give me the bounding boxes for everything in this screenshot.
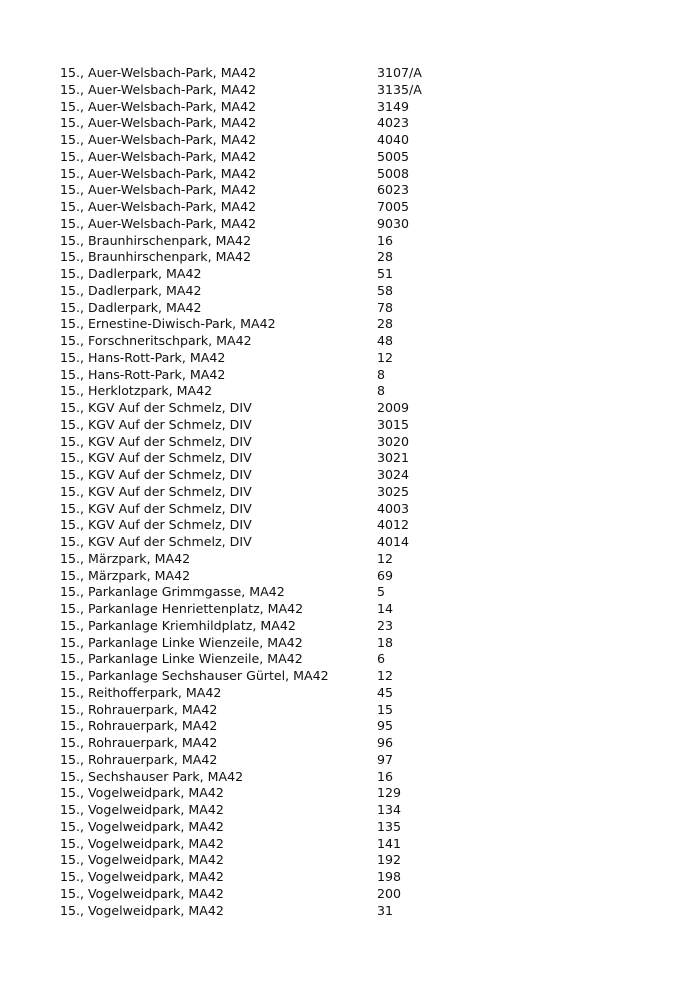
table-row: [60, 869, 660, 886]
table-row: [60, 702, 660, 719]
park-name-cell: 15., KGV Auf der Schmelz, DIV: [60, 467, 252, 482]
park-id-cell: 16: [377, 232, 394, 248]
park-id-cell: 3024: [377, 467, 410, 482]
park-name-cell: 15., Auer-Welsbach-Park, MA42: [60, 132, 257, 147]
park-name-cell: 15., Dadlerpark, MA42: [60, 299, 202, 315]
park-id-cell: 48: [377, 333, 394, 348]
park-id-cell: 9030: [377, 215, 410, 231]
table-row: [60, 450, 660, 467]
park-name-cell: 15., Braunhirschenpark, MA42: [60, 232, 252, 248]
table-row: [60, 99, 660, 116]
table-row: [60, 115, 660, 132]
table-row: [60, 668, 660, 685]
table-row: [60, 517, 660, 534]
table-row: [60, 400, 660, 417]
table-row: [60, 501, 660, 518]
park-name-cell: 15., Auer-Welsbach-Park, MA42: [60, 98, 257, 114]
park-name-cell: 15., Braunhirschenpark, MA42: [60, 249, 252, 265]
table-row: [60, 283, 660, 300]
park-name-cell: 15., Parkanlage Linke Wienzeile, MA42: [60, 634, 303, 650]
park-name-cell: 15., KGV Auf der Schmelz, DIV: [60, 433, 252, 449]
park-id-cell: 129: [377, 785, 402, 801]
park-name-cell: 15., Rohrauerpark, MA42: [60, 718, 218, 734]
table-row: [60, 417, 660, 434]
park-id-cell: 4012: [377, 517, 410, 533]
park-name-cell: 15., KGV Auf der Schmelz, DIV: [60, 483, 252, 499]
park-id-cell: 12: [377, 668, 394, 683]
table-row: [60, 802, 660, 819]
table-row: [60, 316, 660, 333]
park-name-cell: 15., Hans-Rott-Park, MA42: [60, 366, 226, 382]
park-id-cell: 14: [377, 601, 394, 616]
park-name-cell: 15., KGV Auf der Schmelz, DIV: [60, 517, 252, 533]
park-name-cell: 15., Rohrauerpark, MA42: [60, 701, 218, 717]
park-id-cell: 5008: [377, 165, 410, 181]
park-name-cell: 15., Märzpark, MA42: [60, 550, 191, 566]
park-name-cell: 15., Märzpark, MA42: [60, 567, 191, 583]
park-name-cell: 15., Ernestine-Diwisch-Park, MA42: [60, 316, 276, 332]
park-name-cell: 15., Vogelweidpark, MA42: [60, 869, 224, 884]
park-id-cell: 8: [377, 383, 386, 399]
park-name-cell: 15., Rohrauerpark, MA42: [60, 735, 218, 750]
park-id-cell: 8: [377, 366, 386, 382]
park-name-cell: 15., Auer-Welsbach-Park, MA42: [60, 65, 257, 80]
park-id-cell: 6: [377, 651, 386, 667]
park-name-cell: 15., Auer-Welsbach-Park, MA42: [60, 115, 257, 131]
park-name-cell: 15., Sechshauser Park, MA42: [60, 768, 244, 784]
table-row: [60, 484, 660, 501]
park-id-cell: 6023: [377, 182, 410, 198]
table-row: [60, 434, 660, 451]
park-id-cell: 3149: [377, 98, 410, 114]
park-id-cell: 4003: [377, 500, 410, 516]
table-row: [60, 233, 660, 250]
park-name-cell: 15., Vogelweidpark, MA42: [60, 885, 224, 901]
park-id-cell: 135: [377, 818, 402, 834]
table-row: [60, 82, 660, 99]
park-name-cell: 15., Parkanlage Linke Wienzeile, MA42: [60, 651, 303, 667]
park-name-cell: 15., Vogelweidpark, MA42: [60, 852, 224, 868]
table-row: [60, 350, 660, 367]
table-row: [60, 300, 660, 317]
table-row: [60, 584, 660, 601]
table-row: [60, 467, 660, 484]
table-row: [60, 182, 660, 199]
park-id-cell: 5005: [377, 148, 410, 164]
park-name-cell: 15., Auer-Welsbach-Park, MA42: [60, 182, 257, 198]
table-row: [60, 568, 660, 585]
table-row: [60, 685, 660, 702]
park-id-cell: 4040: [377, 132, 410, 147]
park-name-cell: 15., Vogelweidpark, MA42: [60, 818, 224, 834]
park-id-cell: 28: [377, 316, 394, 332]
park-id-cell: 4023: [377, 115, 410, 131]
park-id-cell: 141: [377, 835, 402, 851]
table-row: [60, 852, 660, 869]
table-row: [60, 618, 660, 635]
park-name-cell: 15., KGV Auf der Schmelz, DIV: [60, 450, 252, 466]
park-id-cell: 3020: [377, 433, 410, 449]
table-row: [60, 718, 660, 735]
park-name-cell: 15., Vogelweidpark, MA42: [60, 902, 224, 918]
park-id-cell: 2009: [377, 400, 410, 415]
table-row: [60, 601, 660, 618]
park-id-cell: 200: [377, 885, 402, 901]
table-row: [60, 886, 660, 903]
table-row: [60, 199, 660, 216]
table-row: [60, 149, 660, 166]
park-id-cell: 31: [377, 902, 394, 918]
park-name-cell: 15., Vogelweidpark, MA42: [60, 835, 224, 851]
table-row: [60, 216, 660, 233]
park-id-cell: 5: [377, 584, 386, 600]
table-row: [60, 551, 660, 568]
park-name-cell: 15., Auer-Welsbach-Park, MA42: [60, 199, 257, 214]
park-id-cell: 69: [377, 567, 394, 583]
park-name-cell: 15., Parkanlage Kriemhildplatz, MA42: [60, 617, 296, 633]
table-row: [60, 333, 660, 350]
table-row: [60, 819, 660, 836]
park-name-cell: 15., Forschneritschpark, MA42: [60, 333, 252, 348]
park-name-cell: 15., Dadlerpark, MA42: [60, 282, 202, 298]
park-name-cell: 15., Vogelweidpark, MA42: [60, 785, 224, 801]
park-id-cell: 12: [377, 349, 394, 365]
park-id-cell: 3135/A: [377, 81, 422, 97]
table-row: [60, 166, 660, 183]
park-id-cell: 3107/A: [377, 65, 422, 80]
park-name-cell: 15., Auer-Welsbach-Park, MA42: [60, 81, 257, 97]
park-name-cell: 15., KGV Auf der Schmelz, DIV: [60, 400, 252, 415]
park-id-cell: 4014: [377, 534, 410, 549]
park-name-cell: 15., KGV Auf der Schmelz, DIV: [60, 500, 252, 516]
table-row: [60, 836, 660, 853]
table-row: [60, 266, 660, 283]
table-row: [60, 635, 660, 652]
park-name-cell: 15., Auer-Welsbach-Park, MA42: [60, 215, 257, 231]
park-name-cell: 15., Reithofferpark, MA42: [60, 684, 222, 700]
park-id-cell: 58: [377, 282, 394, 298]
table-row: [60, 65, 660, 82]
table-row: [60, 752, 660, 769]
park-name-cell: 15., KGV Auf der Schmelz, DIV: [60, 534, 252, 549]
park-name-cell: 15., Auer-Welsbach-Park, MA42: [60, 165, 257, 181]
table-row: [60, 367, 660, 384]
table-row: [60, 903, 660, 920]
park-id-cell: 3015: [377, 416, 410, 432]
park-list: [60, 65, 660, 919]
park-id-cell: 3025: [377, 483, 410, 499]
park-name-cell: 15., Auer-Welsbach-Park, MA42: [60, 148, 257, 164]
park-id-cell: 45: [377, 684, 394, 700]
table-row: [60, 735, 660, 752]
table-row: [60, 383, 660, 400]
park-name-cell: 15., Herklotzpark, MA42: [60, 383, 213, 399]
park-name-cell: 15., Parkanlage Sechshauser Gürtel, MA42: [60, 668, 329, 683]
park-id-cell: 97: [377, 751, 394, 767]
park-id-cell: 12: [377, 550, 394, 566]
park-name-cell: 15., Vogelweidpark, MA42: [60, 802, 224, 817]
park-id-cell: 15: [377, 701, 394, 717]
park-name-cell: 15., Parkanlage Henriettenplatz, MA42: [60, 601, 304, 616]
park-id-cell: 23: [377, 617, 394, 633]
park-name-cell: 15., Parkanlage Grimmgasse, MA42: [60, 584, 285, 600]
park-id-cell: 28: [377, 249, 394, 265]
table-row: [60, 534, 660, 551]
park-id-cell: 134: [377, 802, 402, 817]
table-row: [60, 249, 660, 266]
park-name-cell: 15., KGV Auf der Schmelz, DIV: [60, 416, 252, 432]
park-name-cell: 15., Dadlerpark, MA42: [60, 266, 202, 281]
park-id-cell: 78: [377, 299, 394, 315]
park-id-cell: 16: [377, 768, 394, 784]
park-id-cell: 18: [377, 634, 394, 650]
park-id-cell: 7005: [377, 199, 410, 214]
table-row: [60, 785, 660, 802]
table-row: [60, 651, 660, 668]
park-id-cell: 96: [377, 735, 394, 750]
park-name-cell: 15., Rohrauerpark, MA42: [60, 751, 218, 767]
park-name-cell: 15., Hans-Rott-Park, MA42: [60, 349, 226, 365]
table-row: [60, 769, 660, 786]
park-id-cell: 3021: [377, 450, 410, 466]
park-id-cell: 192: [377, 852, 402, 868]
park-id-cell: 51: [377, 266, 394, 281]
table-row: [60, 132, 660, 149]
park-id-cell: 198: [377, 869, 402, 884]
park-id-cell: 95: [377, 718, 394, 734]
